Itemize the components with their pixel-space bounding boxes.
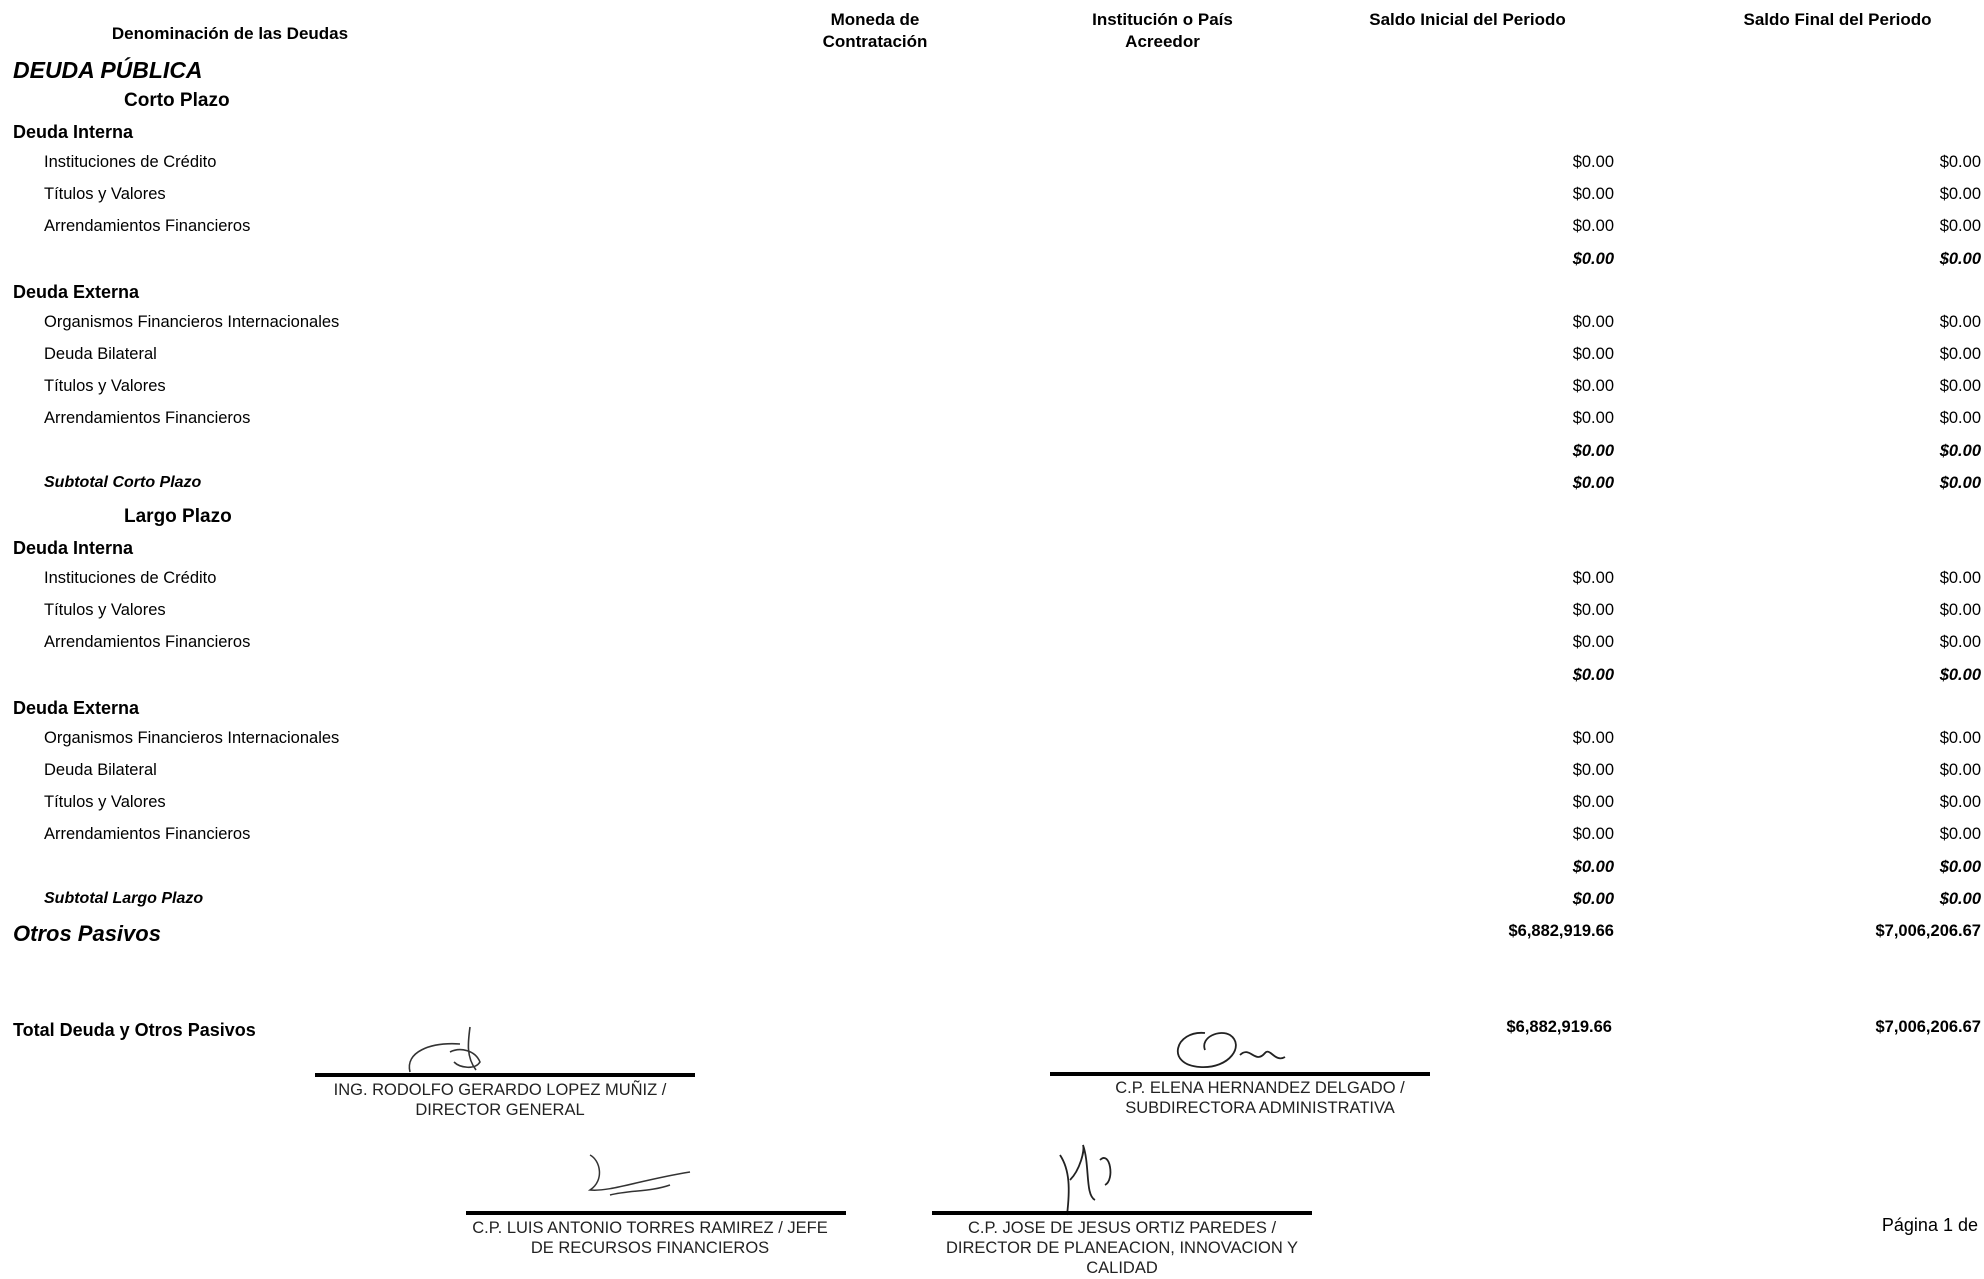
- table-row: [0, 343, 1984, 365]
- row-saldo-final: $0.00: [1939, 153, 1981, 171]
- row-saldo-inicial: $0.00: [1572, 153, 1614, 171]
- row-saldo-inicial: $0.00: [1572, 377, 1614, 395]
- row-saldo-final: $0.00: [1939, 761, 1981, 779]
- row-saldo-final: $0.00: [1939, 409, 1981, 427]
- signature-line: [315, 1073, 695, 1077]
- subtotal-label: Subtotal Corto Plazo: [44, 474, 202, 491]
- total-deuda-final: $7,006,206.67: [1875, 1018, 1981, 1036]
- row-label: Títulos y Valores: [44, 793, 166, 811]
- total-saldo-final: $0.00: [1939, 442, 1981, 460]
- table-row: [0, 375, 1984, 397]
- row-saldo-inicial: $0.00: [1572, 825, 1614, 843]
- signature-hernandez-image: [1160, 1025, 1310, 1075]
- row-label: Títulos y Valores: [44, 185, 166, 203]
- corto-interna-title: Deuda Interna: [13, 122, 134, 142]
- total-saldo-inicial: $0.00: [1572, 666, 1614, 684]
- table-row: [0, 727, 1984, 749]
- signature-ortiz-image: [1055, 1140, 1135, 1220]
- row-saldo-final: $0.00: [1939, 377, 1981, 395]
- total-deuda-label: Total Deuda y Otros Pasivos: [13, 1020, 256, 1040]
- header-saldo-inicial: Saldo Inicial del Periodo: [1369, 10, 1566, 29]
- table-row: [0, 759, 1984, 781]
- group-total-row: [0, 248, 1984, 270]
- row-saldo-inicial: $0.00: [1572, 345, 1614, 363]
- row-label: Arrendamientos Financieros: [44, 633, 251, 651]
- row-label: Deuda Bilateral: [44, 761, 157, 779]
- row-saldo-inicial: $0.00: [1572, 409, 1614, 427]
- table-row: [0, 183, 1984, 205]
- row-saldo-final: $0.00: [1939, 345, 1981, 363]
- group-total-row: [0, 440, 1984, 462]
- signature-line: [932, 1211, 1312, 1215]
- row-saldo-inicial: $0.00: [1572, 313, 1614, 331]
- signature-torres-name: C.P. LUIS ANTONIO TORRES RAMIREZ / JEFE DE RECURSOS FINANCIEROS: [472, 1219, 828, 1257]
- row-label: Arrendamientos Financieros: [44, 217, 251, 235]
- row-saldo-final: $0.00: [1939, 185, 1981, 203]
- row-label: Arrendamientos Financieros: [44, 825, 251, 843]
- subtotal-corto-row: [0, 472, 1984, 494]
- row-saldo-inicial: $0.00: [1572, 569, 1614, 587]
- header-moneda: Moneda de Contratación: [822, 10, 928, 51]
- row-label: Organismos Financieros Internacionales: [44, 313, 340, 331]
- otros-pasivos-inicial: $6,882,919.66: [1508, 922, 1614, 940]
- total-saldo-inicial: $0.00: [1572, 858, 1614, 876]
- row-saldo-inicial: $0.00: [1572, 729, 1614, 747]
- table-row: [0, 407, 1984, 429]
- row-label: Instituciones de Crédito: [44, 569, 217, 587]
- largo-externa-title: Deuda Externa: [13, 698, 140, 718]
- row-saldo-final: $0.00: [1939, 793, 1981, 811]
- row-saldo-final: $0.00: [1939, 633, 1981, 651]
- row-saldo-inicial: $0.00: [1572, 761, 1614, 779]
- row-saldo-inicial: $0.00: [1572, 601, 1614, 619]
- signature-line: [466, 1211, 846, 1215]
- corto-externa-title: Deuda Externa: [13, 282, 140, 302]
- total-deuda-inicial: $6,882,919.66: [1506, 1018, 1612, 1036]
- row-label: Deuda Bilateral: [44, 345, 157, 363]
- signature-lopez-name: ING. RODOLFO GERARDO LOPEZ MUÑIZ / DIRECTOR GENERAL: [333, 1081, 667, 1119]
- row-saldo-final: $0.00: [1939, 569, 1981, 587]
- row-saldo-final: $0.00: [1939, 601, 1981, 619]
- header-institucion: Institución o País Acreedor: [1092, 10, 1233, 51]
- row-saldo-inicial: $0.00: [1572, 793, 1614, 811]
- signature-line: [1050, 1072, 1430, 1076]
- subtotal-saldo-final: $0.00: [1939, 474, 1981, 492]
- signature-lopez-image: [390, 1022, 510, 1077]
- signature-hernandez-name: C.P. ELENA HERNANDEZ DELGADO / SUBDIRECTORA ADMINISTRATIVA: [1115, 1079, 1405, 1117]
- table-row: [0, 311, 1984, 333]
- header-saldo-final: Saldo Final del Periodo: [1743, 10, 1932, 29]
- subtotal-saldo-inicial: $0.00: [1572, 474, 1614, 492]
- row-label: Arrendamientos Financieros: [44, 409, 251, 427]
- row-saldo-inicial: $0.00: [1572, 217, 1614, 235]
- corto-plazo-title: Corto Plazo: [124, 90, 230, 111]
- table-row: [0, 631, 1984, 653]
- row-saldo-final: $0.00: [1939, 217, 1981, 235]
- row-label: Instituciones de Crédito: [44, 153, 217, 171]
- page-number: Página 1 de: [1881, 1215, 1978, 1235]
- total-saldo-final: $0.00: [1939, 250, 1981, 268]
- row-saldo-inicial: $0.00: [1572, 633, 1614, 651]
- row-saldo-final: $0.00: [1939, 825, 1981, 843]
- largo-plazo-title: Largo Plazo: [124, 506, 232, 527]
- subtotal-largo-row: [0, 888, 1984, 910]
- total-saldo-inicial: $0.00: [1572, 442, 1614, 460]
- deuda-publica-title: DEUDA PÚBLICA: [13, 57, 203, 83]
- row-label: Organismos Financieros Internacionales: [44, 729, 340, 747]
- group-total-row: [0, 856, 1984, 878]
- table-row: [0, 823, 1984, 845]
- total-saldo-final: $0.00: [1939, 666, 1981, 684]
- group-total-row: [0, 664, 1984, 686]
- table-row: [0, 791, 1984, 813]
- subtotal-saldo-final: $0.00: [1939, 890, 1981, 908]
- table-row: [0, 215, 1984, 237]
- subtotal-saldo-inicial: $0.00: [1572, 890, 1614, 908]
- table-row: [0, 151, 1984, 173]
- table-row: [0, 599, 1984, 621]
- signature-torres-image: [580, 1150, 700, 1210]
- row-saldo-final: $0.00: [1939, 313, 1981, 331]
- total-saldo-inicial: $0.00: [1572, 250, 1614, 268]
- signature-ortiz-name: C.P. JOSE DE JESUS ORTIZ PAREDES / DIRECTOR DE PLANEACION, INNOVACION Y CALIDAD: [945, 1219, 1299, 1277]
- row-label: Títulos y Valores: [44, 377, 166, 395]
- row-label: Títulos y Valores: [44, 601, 166, 619]
- row-saldo-final: $0.00: [1939, 729, 1981, 747]
- otros-pasivos-label: Otros Pasivos: [13, 921, 161, 946]
- largo-interna-title: Deuda Interna: [13, 538, 134, 558]
- header-denominacion: Denominación de las Deudas: [111, 24, 349, 43]
- total-saldo-final: $0.00: [1939, 858, 1981, 876]
- row-saldo-inicial: $0.00: [1572, 185, 1614, 203]
- table-row: [0, 567, 1984, 589]
- subtotal-label: Subtotal Largo Plazo: [44, 890, 204, 907]
- otros-pasivos-final: $7,006,206.67: [1875, 922, 1981, 940]
